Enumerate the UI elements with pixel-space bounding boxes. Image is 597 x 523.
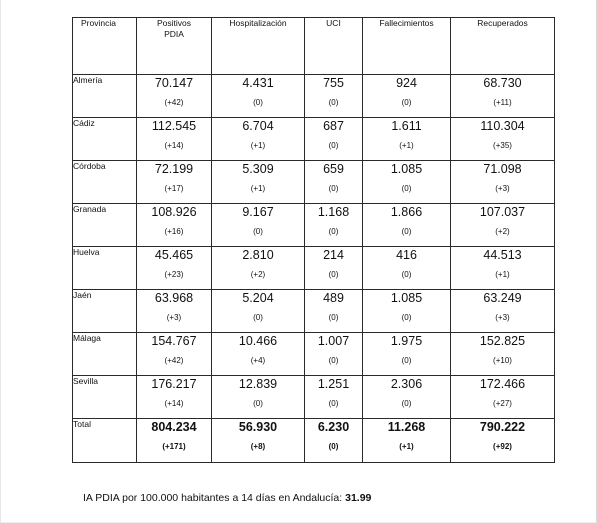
province-name: Granada [73,204,137,247]
col-header-positivos-line2: PDIA [164,29,184,39]
cell-value: 6.230 [317,420,350,434]
table-cell [305,161,363,204]
cell-value: 110.304 [480,119,525,133]
cell-value: 70.147 [154,76,194,90]
table-row [73,204,555,247]
cell-value: 6.704 [242,119,274,133]
cell-change: (+3) [495,184,510,193]
table-cell [137,75,212,118]
cell-value: 924 [396,76,417,90]
cell-change: (+11) [493,98,512,107]
table-cell [212,376,305,419]
cell-value: 4.431 [242,76,274,90]
col-header-hospitalizacion: Hospitalización [212,18,305,75]
table-cell [212,118,305,161]
cell-change: (0) [401,184,412,193]
table-cell [137,161,212,204]
table-cell [451,161,555,204]
cell-value: 1.168 [317,205,350,219]
table-cell [305,333,363,376]
table-cell [451,333,555,376]
cell-change: (0) [401,399,412,408]
cell-value: 10.466 [238,334,278,348]
cell-change: (+2) [495,227,510,236]
cell-change: (+17) [164,184,184,193]
cell-value: 2.810 [242,248,274,262]
table-row [73,333,555,376]
cell-value: 56.930 [238,420,278,434]
table-cell [363,419,451,463]
table-row [73,75,555,118]
cell-value: 214 [323,248,344,262]
province-name: Almería [73,75,137,118]
province-name: Córdoba [73,161,137,204]
table-cell [305,376,363,419]
col-header-uci: UCI [305,18,363,75]
cell-change: (0) [253,227,263,236]
table-cell [451,247,555,290]
table-cell [137,376,212,419]
cell-change: (0) [328,442,339,451]
province-name: Málaga [73,333,137,376]
cell-value: 416 [396,248,417,262]
province-name: Sevilla [73,376,137,419]
header-row [73,18,555,75]
cell-change: (0) [253,98,263,107]
cell-change: (0) [401,270,412,279]
col-header-provincia: Provincia [73,18,137,75]
cell-change: (0) [328,356,339,365]
cell-change: (0) [328,98,339,107]
cell-change: (+1) [250,184,266,193]
cell-value: 108.926 [151,205,197,219]
cell-value: 44.513 [483,248,522,262]
cell-change: (+14) [164,141,184,150]
cell-value: 1.085 [390,162,423,176]
table-cell [137,247,212,290]
cell-change: (0) [328,227,339,236]
cell-change: (0) [401,227,412,236]
table-cell [212,75,305,118]
cell-change: (+3) [495,313,510,322]
cell-value: 1.975 [390,334,423,348]
footnote [83,492,371,504]
cell-change: (+1) [250,141,266,150]
table-cell [451,75,555,118]
table-row [73,290,555,333]
table-cell [305,118,363,161]
cell-value: 63.968 [154,291,194,305]
col-header-fallecimientos: Fallecimientos [363,18,451,75]
cell-value: 1.866 [390,205,423,219]
cell-value: 5.309 [242,162,274,176]
table-cell [363,290,451,333]
table-cell [451,204,555,247]
col-header-recuperados: Recuperados [451,18,555,75]
table-cell [363,247,451,290]
table-cell [363,118,451,161]
table-row [73,161,555,204]
table-cell [212,333,305,376]
cell-value: 11.268 [387,420,426,434]
cell-change: (0) [253,399,263,408]
cell-value: 71.098 [483,162,522,176]
cell-change: (0) [328,399,339,408]
cell-change: (+14) [164,399,184,408]
cell-value: 176.217 [151,377,197,391]
cell-value: 659 [323,162,344,176]
table-cell [363,161,451,204]
table-cell [137,333,212,376]
cell-value: 154.767 [151,334,197,348]
table-body [73,75,555,463]
table-cell [451,118,555,161]
cell-change: (+1) [495,270,510,279]
table-cell [363,376,451,419]
cell-change: (+1) [399,442,414,451]
table-cell [212,419,305,463]
col-header-positivos-line1: Positivos [156,18,191,28]
cell-change: (+42) [164,356,184,365]
cell-value: 1.085 [390,291,423,305]
cell-value: 72.199 [154,162,194,176]
cell-value: 804.234 [151,420,197,434]
cell-change: (0) [328,184,339,193]
cell-change: (0) [253,313,263,322]
cell-change: (+35) [493,141,512,150]
cell-change: (+1) [399,141,414,150]
cell-change: (0) [328,270,339,279]
total-row [73,419,555,463]
table-cell [305,247,363,290]
cell-change: (+171) [162,442,186,451]
cell-value: 755 [323,76,344,90]
cell-value: 112.545 [151,119,197,133]
cell-change: (+27) [493,399,512,408]
cell-change: (0) [401,356,412,365]
province-name: Jaén [73,290,137,333]
cell-change: (+8) [250,442,266,451]
cell-change: (+42) [164,98,184,107]
cell-value: 152.825 [479,334,526,348]
table-cell [212,161,305,204]
cell-value: 63.249 [483,291,522,305]
cell-value: 1.007 [317,334,350,348]
covid-data-table [72,17,555,463]
cell-value: 1.611 [391,119,422,133]
cell-value: 790.222 [479,420,526,434]
table-cell [137,204,212,247]
cell-change: (+16) [164,227,184,236]
table-cell [363,75,451,118]
cell-value: 9.167 [242,205,274,219]
cell-value: 172.466 [479,377,526,391]
table-cell [212,204,305,247]
table-cell [305,204,363,247]
cell-value: 68.730 [483,76,522,90]
table-cell [305,75,363,118]
cell-change: (+2) [250,270,266,279]
footnote-value: 31.99 [345,492,372,504]
table-cell [137,118,212,161]
col-header-positivos [137,18,212,75]
province-name: Cádiz [73,118,137,161]
table-row [73,118,555,161]
cell-value: 107.037 [479,205,526,219]
table-row [73,376,555,419]
cell-value: 5.204 [242,291,274,305]
cell-value: 45.465 [154,248,194,262]
table-cell [212,290,305,333]
table-row [73,247,555,290]
table-cell [451,290,555,333]
cell-change: (+23) [164,270,184,279]
cell-change: (0) [328,313,339,322]
cell-value: 489 [323,291,344,305]
table-cell [451,419,555,463]
cell-change: (+92) [493,442,512,451]
cell-change: (+3) [166,313,182,322]
cell-value: 12.839 [238,377,278,391]
cell-change: (0) [328,141,339,150]
table-cell [305,290,363,333]
cell-change: (0) [401,98,412,107]
total-label: Total [73,419,137,463]
footnote-text: IA PDIA por 100.000 habitantes a 14 días en Andalucía: [83,492,346,504]
province-name: Huelva [73,247,137,290]
cell-value: 1.251 [317,377,350,391]
cell-change: (0) [401,313,412,322]
cell-value: 687 [323,119,344,133]
table-cell [137,419,212,463]
cell-value: 2.306 [390,377,423,391]
table-cell [363,204,451,247]
table-cell [363,333,451,376]
table-cell [305,419,363,463]
table-cell [212,247,305,290]
cell-change: (+10) [493,356,512,365]
table-cell [451,376,555,419]
cell-change: (+4) [250,356,266,365]
table-cell [137,290,212,333]
